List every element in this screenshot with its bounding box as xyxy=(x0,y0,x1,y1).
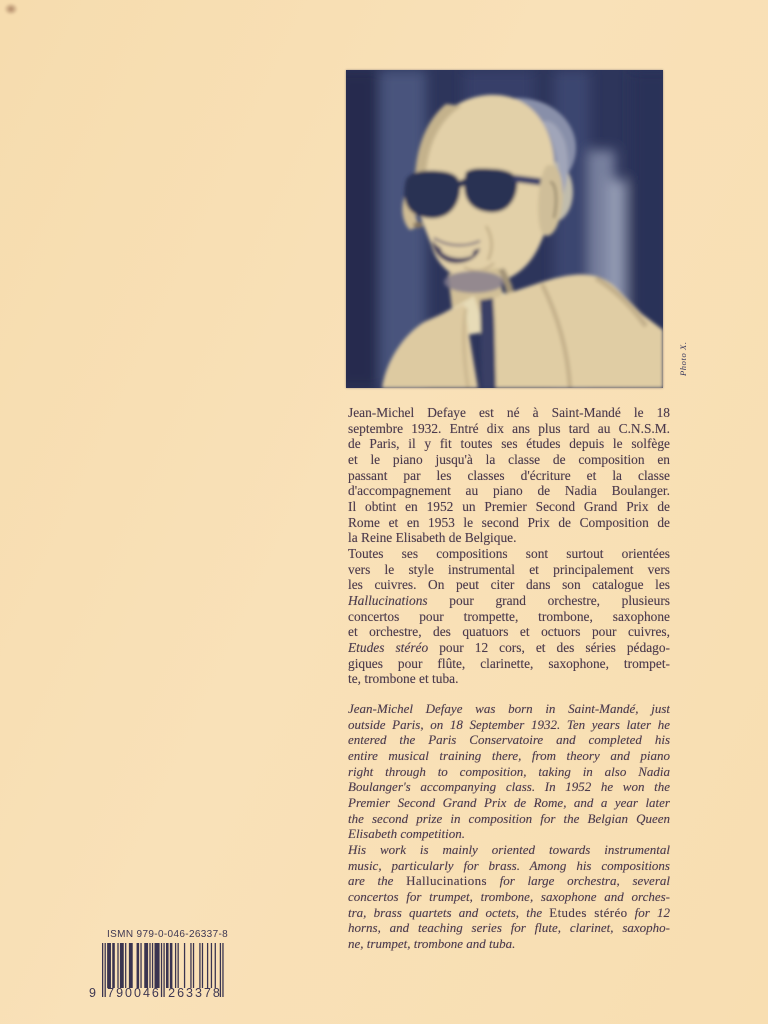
bio-paragraph xyxy=(348,842,670,952)
bio-french xyxy=(348,405,670,687)
bio-paragraph xyxy=(348,546,670,687)
photo-credit: Photo X. xyxy=(678,341,688,376)
text-line: concertos for trumpet, trombone, saxophone and orches- xyxy=(348,888,670,904)
text-line: Il obtint en 1952 un Premier Second Grand Prix de xyxy=(348,498,670,514)
text-line: tra, brass quartets and octets, the Etudes stéréo for 12 xyxy=(348,904,670,920)
barcode-left-digits: 790046 xyxy=(107,986,161,1000)
text-line: outside Paris, on 18 September 1932. Ten years later he xyxy=(348,716,670,732)
bio-paragraph xyxy=(348,405,670,546)
text-line: et orchestre, des quatuors et octuors pour cuivres, xyxy=(348,624,670,640)
text-line: Jean-Michel Defaye est né à Saint-Mandé le 18 xyxy=(348,405,670,420)
text-line: et le piano jusqu'à la classe de composition en xyxy=(348,451,670,467)
bio-paragraph xyxy=(348,701,670,842)
ismn-barcode-block xyxy=(90,929,240,1015)
portrait-photo xyxy=(346,70,663,388)
text-line: les cuivres. On peut citer dans son catalogue les xyxy=(348,577,670,593)
text-line: de Paris, il y fit toutes ses études depuis le solfège xyxy=(348,436,670,452)
text-line: Rome et en 1953 le second Prix de Composition de xyxy=(348,514,670,530)
text-line: Hallucinations pour grand orchestre, plusieurs xyxy=(348,592,670,608)
text-line: concertos pour trompette, trombone, saxophone xyxy=(348,608,670,624)
barcode xyxy=(90,943,240,1015)
text-line: passant par les classes d'écriture et la classe xyxy=(348,467,670,483)
scan-artifact xyxy=(4,3,18,15)
text-line: Jean-Michel Defaye was born in Saint-Mandé, just xyxy=(348,701,670,716)
portrait-photo-art xyxy=(346,70,663,388)
text-line: are the Hallucinations for large orchestra, several xyxy=(348,873,670,889)
text-line: horns, and teaching series for flute, clarinet, saxopho- xyxy=(348,920,670,936)
text-line: Boulanger's accompanying class. In 1952 he won the xyxy=(348,779,670,795)
text-line: vers le style instrumental et principalement vers xyxy=(348,561,670,577)
text-line: right through to composition, taking in also Nadia xyxy=(348,763,670,779)
bio-english xyxy=(348,701,670,952)
text-line: His work is mainly oriented towards instrumental xyxy=(348,841,670,857)
text-line: Etudes stéréo pour 12 cors, et des séries pédago- xyxy=(348,639,670,655)
text-line: te, trombone et tuba. xyxy=(348,671,459,687)
barcode-lead-digit: 9 xyxy=(89,986,96,1000)
text-line: ne, trumpet, trombone and tuba. xyxy=(348,935,516,951)
ismn-label: ISMN 979-0-046-26337-8 xyxy=(107,929,229,940)
barcode-right-digits: 263378 xyxy=(168,986,222,1000)
text-line: d'accompagnement au piano de Nadia Boulanger. xyxy=(348,483,670,499)
text-line: septembre 1932. Entré dix ans plus tard au C.N.S.M. xyxy=(348,420,670,436)
text-line: la Reine Elisabeth de Belgique. xyxy=(348,530,517,546)
text-line: music, particularly for brass. Among his compositions xyxy=(348,857,670,873)
text-line: entered the Paris Conservatoire and completed his xyxy=(348,732,670,748)
text-line: Elisabeth competition. xyxy=(348,826,465,842)
text-line: entire musical training there, from theory and piano xyxy=(348,747,670,763)
text-line: giques pour flûte, clarinette, saxophone, trompet- xyxy=(348,655,670,671)
text-line: Premier Second Grand Prix de Rome, and a year later xyxy=(348,794,670,810)
text-line: the second prize in composition for the Belgian Queen xyxy=(348,810,670,826)
text-line: Toutes ses compositions sont surtout orientées xyxy=(348,545,670,561)
